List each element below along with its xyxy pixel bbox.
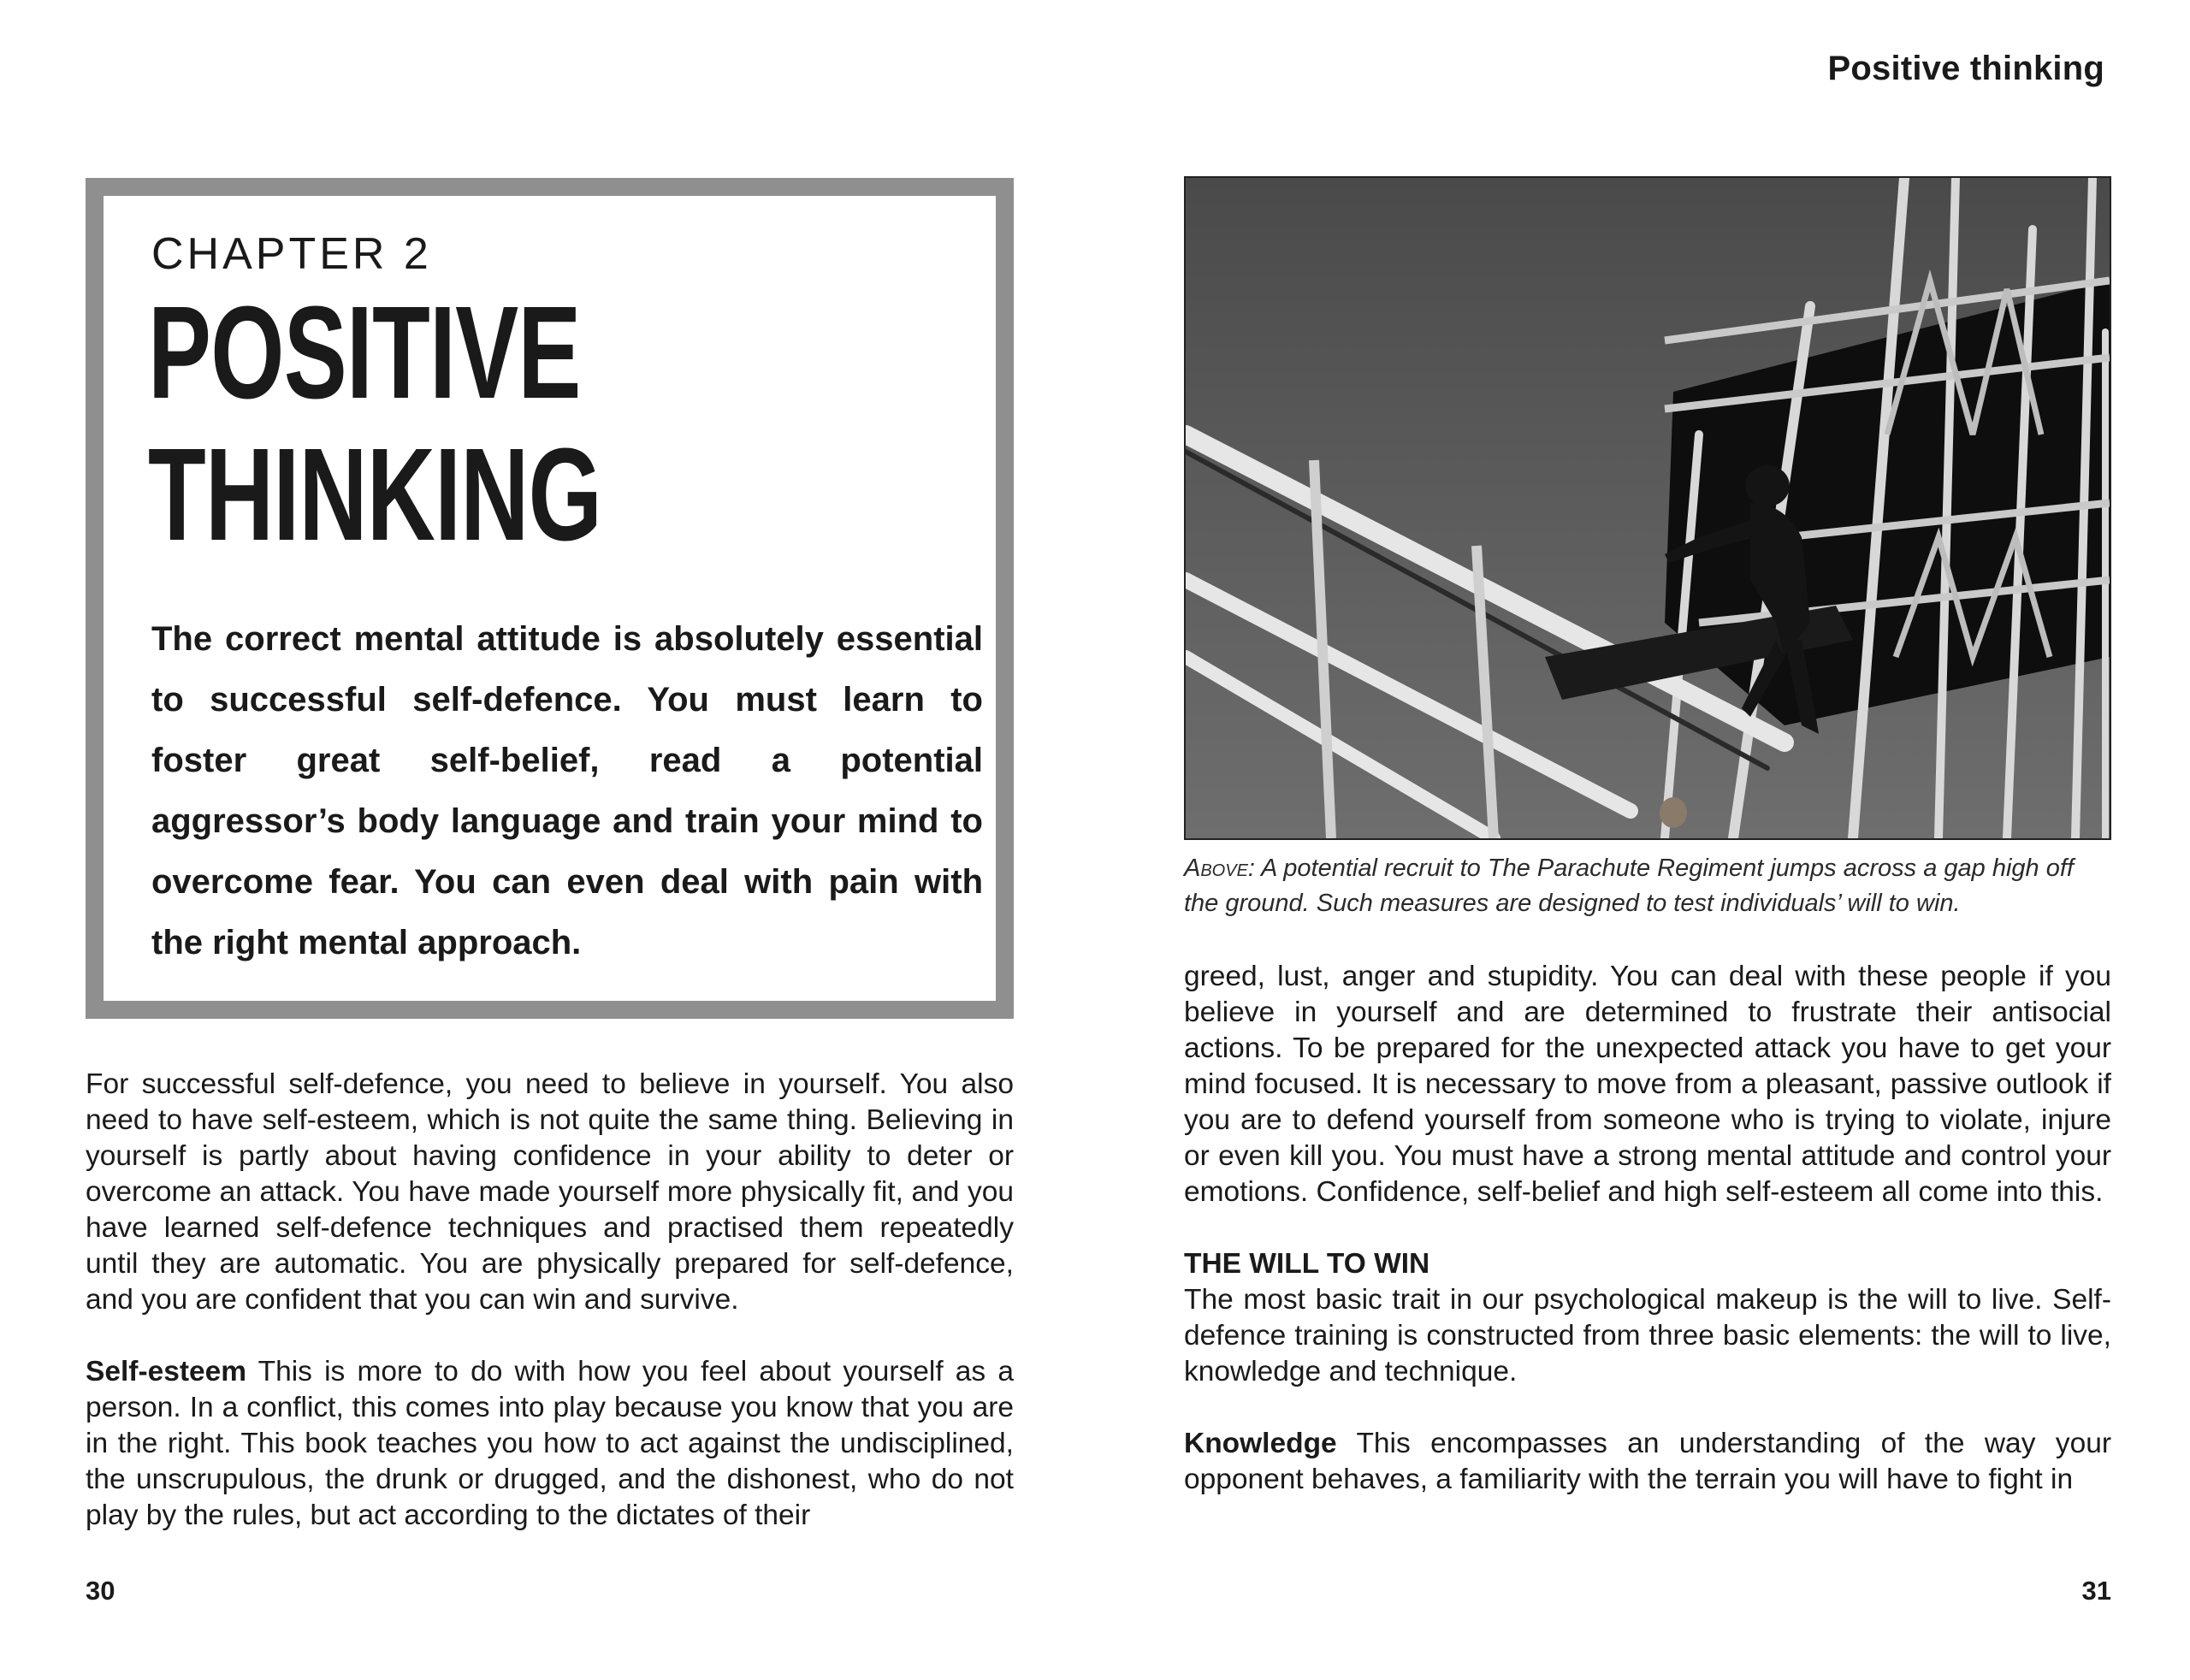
chapter-intro: The correct mental attitude is absolutely essential to successful self-defence. You must learn to foster great self-belief, read a potential aggressor’s body language and train your mind to overcome fear. You can even deal with pain with the right mental approach. <box>151 620 983 961</box>
running-head: Positive thinking <box>1827 50 2104 87</box>
right-page-body <box>1184 959 2111 1498</box>
chapter-label: CHAPTER 2 <box>151 229 432 279</box>
caption-text: A potential recruit to The Parachute Regiment jumps across a gap high off the ground. Such measures are designed to test individuals’ will to win. <box>1184 855 2074 917</box>
body-paragraph: For successful self-defence, you need to believe in yourself. You also need to have self-esteem, which is not quite the same thing. Believing in yourself is partly about having confidence in your ability to deter or overcome an attack. You have made yourself more physically fit, and you have learned self-defence techniques and practised them repeatedly until they are automatic. You are physically prepared for self-defence, and you are confident that you can win and survive. <box>86 1068 1014 1316</box>
chapter-title-line-1: POSITIVE <box>148 279 581 426</box>
run-in-heading: Knowledge <box>1184 1428 1337 1459</box>
body-paragraph: greed, lust, anger and stupidity. You can deal with these people if you believe in yourself and are determined to frustrate their antisocial actions. To be prepared for the unexpected attack you have to get your mind focused. It is necessary to move from a pleasant, passive outlook if you are to defend yourself from someone who is trying to violate, injure or even kill you. You must have a strong mental attitude and control your emotions. Confidence, self-belief and high self-esteem all come into this. <box>1184 961 2111 1208</box>
scaffold-photo <box>1184 176 2111 840</box>
caption-label: Above: <box>1184 855 1255 882</box>
run-in-heading: Self-esteem <box>86 1356 247 1387</box>
photo-caption <box>1184 851 2111 921</box>
section-heading: THE WILL TO WIN <box>1184 1248 1430 1280</box>
page-number-left: 30 <box>86 1576 115 1606</box>
chapter-title <box>148 279 752 568</box>
body-paragraph: The most basic trait in our psychological makeup is the will to live. Self-defence training is constructed from three basic elements: the will to live, knowledge and technique. <box>1184 1284 2111 1387</box>
body-paragraph <box>1184 1426 2111 1498</box>
scaffold-photo-icon <box>1186 178 2110 838</box>
chapter-opener-box <box>86 178 1014 1019</box>
body-paragraph <box>86 1354 1014 1534</box>
left-page-body <box>86 1067 1014 1534</box>
chapter-title-line-2: THINKING <box>148 421 602 568</box>
body-paragraph-text: This encompasses an understanding of the way your opponent behaves, a familiarity with the terrain you will have to fight in <box>1184 1428 2111 1495</box>
body-paragraph-text: This is more to do with how you feel about yourself as a person. In a conflict, this comes into play because you know that you are in the right. This book teaches you how to act against the undisciplined, the unscrupulous, the drunk or drugged, and the dishonest, who do not play by the rules, but act according to the dictates of their <box>86 1356 1014 1531</box>
page-number-right: 31 <box>2081 1576 2111 1606</box>
